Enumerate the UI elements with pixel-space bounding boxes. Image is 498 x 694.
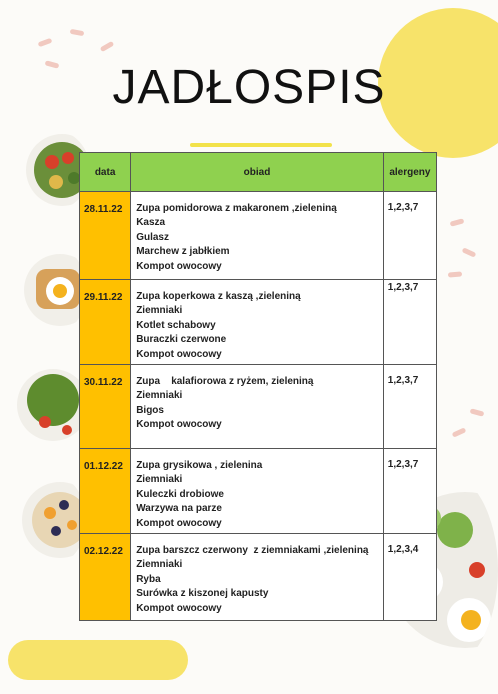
allergens-cell: 1,2,3,7	[383, 449, 436, 534]
table-header-row	[80, 153, 437, 192]
dish-item: Zupa kalafiorowa z ryżem, zieleniną	[136, 376, 314, 388]
decorative-dash	[100, 41, 115, 52]
decorative-dash	[470, 408, 485, 416]
allergens-cell: 1,2,3,4	[383, 534, 436, 621]
date-cell: 29.11.22	[80, 280, 131, 365]
decorative-yellow-blob	[8, 640, 188, 680]
oatmeal-bowl-icon	[20, 475, 86, 565]
table-row	[80, 449, 437, 534]
allergens-cell: 1,2,3,7	[383, 192, 436, 280]
dishes-cell	[131, 365, 384, 449]
title-underline	[190, 143, 332, 147]
dishes-cell	[131, 192, 384, 280]
dish-item: Kompot owocowy	[136, 602, 222, 614]
dish-item: Buraczki czerwone	[136, 334, 227, 346]
dish-item: Kotlet schabowy	[136, 319, 216, 331]
dish-item: Surówka z kiszonej kapusty	[136, 588, 269, 600]
header-date: data	[80, 153, 131, 192]
dish-item: Ziemniaki	[136, 390, 183, 402]
page-title: JADŁOSPIS	[112, 61, 386, 114]
dish-item: Kuleczki drobiowe	[136, 488, 224, 500]
dish-item: Ryba	[136, 573, 161, 585]
dish-item: Zupa koperkowa z kaszą ,zieleniną	[136, 291, 301, 302]
greens-plate-icon	[15, 360, 87, 450]
dish-item: Zupa pomidorowa z makaronem ,zieleniną	[136, 203, 337, 214]
dish-item: Gulasz	[136, 231, 169, 243]
dish-item: Kompot owocowy	[136, 517, 222, 529]
dishes-cell	[131, 449, 384, 534]
table-row	[80, 365, 437, 449]
menu-table	[79, 152, 437, 621]
date-cell: 30.11.22	[80, 365, 131, 449]
dish-item: Warzywa na parze	[136, 503, 222, 515]
allergens-cell: 1,2,3,7	[383, 280, 436, 365]
dish-item: Ziemniaki	[136, 474, 183, 486]
decorative-dash	[448, 271, 462, 277]
table-row	[80, 192, 437, 280]
table-row	[80, 280, 437, 365]
dish-item: Marchew z jabłkiem	[136, 246, 230, 258]
date-cell: 02.12.22	[80, 534, 131, 621]
dish-item: Zupa barszcz czerwony z ziemniakami ,zieleniną	[136, 545, 369, 557]
header-allergens: alergeny	[383, 153, 436, 192]
decorative-dash	[462, 247, 477, 257]
egg-toast-plate-icon	[20, 245, 86, 335]
dish-item: Kompot owocowy	[136, 419, 222, 431]
dish-item: Ziemniaki	[136, 305, 183, 317]
decorative-dash	[70, 29, 85, 36]
dish-item: Kompot owocowy	[136, 348, 222, 360]
dish-item: Zupa grysikowa , zielenina	[136, 460, 263, 472]
dish-item: Bigos	[136, 404, 164, 416]
decorative-dash	[452, 427, 467, 437]
dish-item: Kompot owocowy	[136, 260, 222, 272]
date-cell: 28.11.22	[80, 192, 131, 280]
dish-item: Kasza	[136, 217, 166, 229]
decorative-dash	[38, 38, 53, 47]
decorative-dash	[450, 218, 465, 226]
allergens-cell: 1,2,3,7	[383, 365, 436, 449]
header-dinner: obiad	[131, 153, 384, 192]
dishes-cell	[131, 280, 384, 365]
table-row	[80, 534, 437, 621]
dish-item: Ziemniaki	[136, 559, 183, 571]
date-cell: 01.12.22	[80, 449, 131, 534]
dishes-cell	[131, 534, 384, 621]
